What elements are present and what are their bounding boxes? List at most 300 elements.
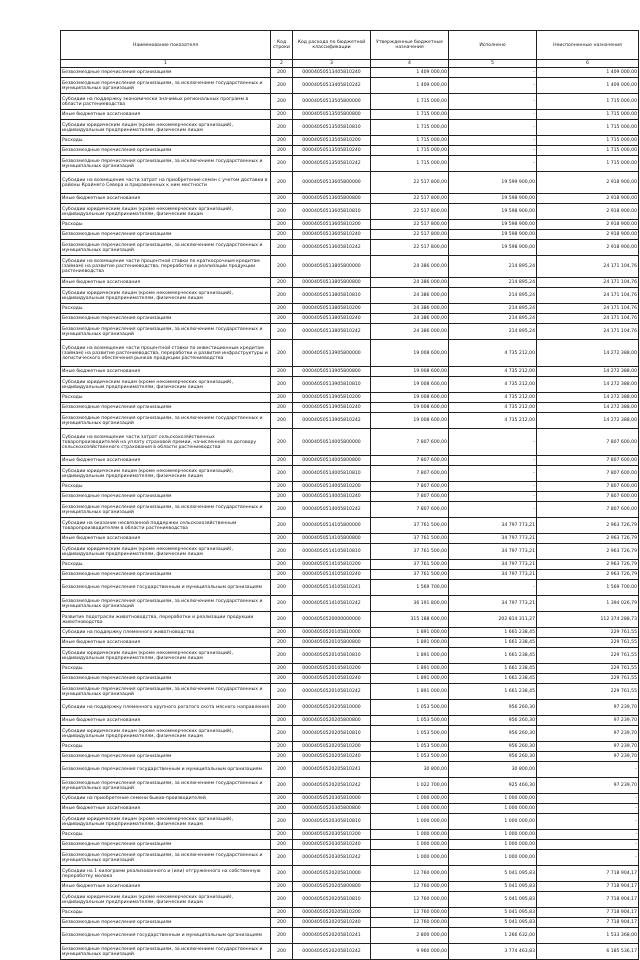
row-classification-code: 00004050513605810242 [293, 240, 371, 256]
row-line-code: 200 [271, 908, 293, 918]
row-executed: 5 041 095,83 [449, 908, 537, 918]
row-line-code: 200 [271, 726, 293, 742]
row-line-code: 200 [271, 638, 293, 648]
row-unexecuted: - [537, 830, 639, 840]
row-line-code: 200 [271, 830, 293, 840]
column-number: 3 [293, 60, 371, 68]
row-line-code: 200 [271, 146, 293, 156]
row-classification-code: 00004050513505810242 [293, 156, 371, 172]
row-line-code: 200 [271, 204, 293, 220]
table-row [61, 288, 639, 304]
row-approved: 1 715 000,00 [371, 156, 449, 172]
row-classification-code: 00004050513905800800 [293, 367, 371, 377]
table-row [61, 482, 639, 492]
row-executed: 4 735 212,00 [449, 377, 537, 393]
row-line-code: 200 [271, 762, 293, 778]
row-line-code: 200 [271, 814, 293, 830]
row-name: Развитие подотрасли животноводства, переработки и реализации продукции животноводства [61, 612, 271, 628]
table-row [61, 674, 639, 684]
table-row [61, 466, 639, 482]
row-executed: 214 895,24 [449, 304, 537, 314]
table-header-row [61, 31, 639, 60]
row-name: Безвозмездные перечисления организациям [61, 146, 271, 156]
row-classification-code: 00004050513905810200 [293, 393, 371, 403]
table-row [61, 492, 639, 502]
row-executed: 1 000 000,00 [449, 804, 537, 814]
row-classification-code: 00004050513805810810 [293, 288, 371, 304]
row-line-code: 200 [271, 230, 293, 240]
row-unexecuted: 1 715 000,00 [537, 156, 639, 172]
row-line-code: 200 [271, 492, 293, 502]
row-unexecuted: 24 171 104,76 [537, 324, 639, 340]
row-line-code: 200 [271, 314, 293, 324]
row-name: Субсидии на возмещение части процентной ставки по краткосрочным кредитам (займам) на развитие растениеводства, переработки и реализации продукции растениеводства [61, 256, 271, 278]
row-executed: 956 260,30 [449, 726, 537, 742]
row-unexecuted: 2 963 726,79 [537, 534, 639, 544]
row-line-code: 200 [271, 560, 293, 570]
row-line-code: 200 [271, 482, 293, 492]
row-line-code: 200 [271, 850, 293, 866]
row-unexecuted: - [537, 814, 639, 830]
row-unexecuted: 24 171 104,76 [537, 256, 639, 278]
row-unexecuted: 1 715 000,00 [537, 136, 639, 146]
row-approved: 12 760 000,00 [371, 918, 449, 928]
row-classification-code: 00004050520105810000 [293, 628, 371, 638]
row-classification-code: 00004050513405810240 [293, 68, 371, 78]
table-row [61, 534, 639, 544]
row-name: Безвозмездные перечисления организациям, за исключением государственных и муниципальных организаций [61, 596, 271, 612]
row-approved: 1 891 000,00 [371, 648, 449, 664]
row-unexecuted: 14 272 388,00 [537, 393, 639, 403]
table-row [61, 78, 639, 94]
row-line-code: 200 [271, 413, 293, 429]
row-approved: 1 022 700,00 [371, 778, 449, 794]
table-row [61, 752, 639, 762]
table-row [61, 778, 639, 794]
table-row [61, 908, 639, 918]
row-classification-code: 00004050513505810240 [293, 146, 371, 156]
row-executed: 34 797 773,21 [449, 596, 537, 612]
row-unexecuted: 1 715 000,00 [537, 110, 639, 120]
row-approved: 1 053 500,00 [371, 700, 449, 716]
row-line-code: 200 [271, 456, 293, 466]
row-approved: 24 386 000,00 [371, 314, 449, 324]
row-approved: 12 760 000,00 [371, 892, 449, 908]
row-unexecuted: 1 715 000,00 [537, 94, 639, 110]
row-line-code: 200 [271, 240, 293, 256]
row-classification-code: 00004050514005800000 [293, 429, 371, 456]
table-row [61, 304, 639, 314]
budget-execution-table [60, 30, 639, 960]
table-row [61, 684, 639, 700]
row-classification-code: 00004050513905800000 [293, 340, 371, 367]
row-classification-code: 00004050520205810810 [293, 892, 371, 908]
row-classification-code: 00004050513605800000 [293, 172, 371, 194]
row-classification-code: 00004050513605810810 [293, 204, 371, 220]
row-name: Субсидии юридическим лицам (кроме некоммерческих организаций), индивидуальным предпринимателям, физическим лицам [61, 120, 271, 136]
table-row [61, 726, 639, 742]
row-approved: 37 761 500,00 [371, 570, 449, 580]
row-name: Субсидии на поддержку экономически значимых региональных программ в области растениеводства [61, 94, 271, 110]
row-line-code: 200 [271, 778, 293, 794]
row-unexecuted: 229 761,55 [537, 664, 639, 674]
row-line-code: 200 [271, 944, 293, 960]
row-executed: 1 661 238,45 [449, 664, 537, 674]
row-line-code: 200 [271, 928, 293, 944]
row-classification-code: 00004050514005810240 [293, 492, 371, 502]
row-executed: 214 895,24 [449, 288, 537, 304]
row-classification-code: 00004050513905810242 [293, 413, 371, 429]
row-unexecuted: 7 807 600,00 [537, 482, 639, 492]
row-unexecuted: 1 409 000,00 [537, 78, 639, 94]
row-unexecuted: 7 807 600,00 [537, 492, 639, 502]
row-unexecuted: 2 963 726,79 [537, 518, 639, 534]
row-approved: 315 188 600,00 [371, 612, 449, 628]
row-classification-code: 00004050513505810200 [293, 136, 371, 146]
row-approved: 1 053 500,00 [371, 742, 449, 752]
row-classification-code: 00004050520205800800 [293, 882, 371, 892]
row-executed: 1 661 238,45 [449, 628, 537, 638]
row-approved: 1 891 000,00 [371, 638, 449, 648]
row-approved: 36 191 800,00 [371, 596, 449, 612]
row-name: Расходы [61, 220, 271, 230]
table-row [61, 314, 639, 324]
table-row [61, 918, 639, 928]
row-executed: 5 041 095,83 [449, 892, 537, 908]
row-name: Иные бюджетные ассигнования [61, 534, 271, 544]
row-executed: - [449, 502, 537, 518]
row-unexecuted: - [537, 804, 639, 814]
row-unexecuted: 2 918 900,00 [537, 204, 639, 220]
row-executed: 4 735 212,00 [449, 340, 537, 367]
row-name: Субсидии юридическим лицам (кроме некоммерческих организаций), индивидуальным предпринимателям, физическим лицам [61, 466, 271, 482]
table-row [61, 110, 639, 120]
row-line-code: 200 [271, 256, 293, 278]
table-row [61, 762, 639, 778]
row-executed: 956 260,30 [449, 742, 537, 752]
row-unexecuted: 14 272 388,00 [537, 367, 639, 377]
row-executed: - [449, 456, 537, 466]
row-classification-code: 00004050513805810200 [293, 304, 371, 314]
row-executed: 1 000 000,00 [449, 814, 537, 830]
row-unexecuted: 229 761,55 [537, 628, 639, 638]
row-name: Субсидии на приобретение семени быков-производителей [61, 794, 271, 804]
header-classification-code: Код расхода по бюджетной классификации [293, 31, 371, 60]
column-number: 5 [449, 60, 537, 68]
row-classification-code: 00004050514105810242 [293, 596, 371, 612]
row-classification-code: 00004050520205810000 [293, 866, 371, 882]
row-executed: - [449, 146, 537, 156]
row-name: Иные бюджетные ассигнования [61, 804, 271, 814]
table-row [61, 850, 639, 866]
row-unexecuted: 1 533 368,00 [537, 928, 639, 944]
row-approved: 1 715 000,00 [371, 120, 449, 136]
row-executed: 214 895,24 [449, 256, 537, 278]
row-name: Субсидии юридическим лицам (кроме некоммерческих организаций), индивидуальным предпринимателям, физическим лицам [61, 892, 271, 908]
row-approved: 7 807 600,00 [371, 492, 449, 502]
row-unexecuted: 14 272 388,00 [537, 403, 639, 413]
row-approved: 24 386 000,00 [371, 256, 449, 278]
row-name: Безвозмездные перечисления организациям, за исключением государственных и муниципальных организаций [61, 240, 271, 256]
row-approved: 1 715 000,00 [371, 110, 449, 120]
row-approved: 24 386 000,00 [371, 304, 449, 314]
row-classification-code: 00004050520105810240 [293, 674, 371, 684]
row-name: Безвозмездные перечисления организациям [61, 492, 271, 502]
row-executed: 1 266 632,00 [449, 928, 537, 944]
row-executed: 1 000 000,00 [449, 850, 537, 866]
table-row [61, 502, 639, 518]
row-name: Безвозмездные перечисления организациям, за исключением государственных и муниципальных организаций [61, 502, 271, 518]
row-line-code: 200 [271, 393, 293, 403]
row-unexecuted: 1 569 700,00 [537, 580, 639, 596]
row-approved: 19 008 600,00 [371, 403, 449, 413]
row-classification-code: 00004050513905810240 [293, 403, 371, 413]
table-row [61, 429, 639, 456]
row-unexecuted: 7 807 600,00 [537, 466, 639, 482]
table-row [61, 560, 639, 570]
row-executed: 19 598 900,00 [449, 230, 537, 240]
table-row [61, 612, 639, 628]
row-name: Иные бюджетные ассигнования [61, 194, 271, 204]
row-name: Безвозмездные перечисления организациям, за исключением государственных и муниципальных организаций [61, 156, 271, 172]
row-name: Расходы [61, 560, 271, 570]
row-name: Расходы [61, 393, 271, 403]
row-line-code: 200 [271, 794, 293, 804]
row-approved: 37 761 500,00 [371, 518, 449, 534]
row-unexecuted: 97 239,70 [537, 742, 639, 752]
table-row [61, 596, 639, 612]
row-name: Безвозмездные перечисления организациям [61, 230, 271, 240]
row-line-code: 200 [271, 288, 293, 304]
row-line-code: 200 [271, 648, 293, 664]
row-executed: 956 260,30 [449, 716, 537, 726]
row-name: Безвозмездные перечисления государственным и муниципальным организациям [61, 928, 271, 944]
row-classification-code: 00004050514105810240 [293, 570, 371, 580]
row-line-code: 200 [271, 502, 293, 518]
row-unexecuted: - [537, 794, 639, 804]
row-classification-code: 00004050513505810810 [293, 120, 371, 136]
table-row [61, 882, 639, 892]
table-row [61, 892, 639, 908]
table-row [61, 628, 639, 638]
row-executed: - [449, 429, 537, 456]
table-body [61, 68, 639, 960]
column-number: 1 [61, 60, 271, 68]
row-unexecuted: 1 394 026,79 [537, 596, 639, 612]
row-name: Иные бюджетные ассигнования [61, 367, 271, 377]
row-classification-code: 00004050514105810810 [293, 544, 371, 560]
row-unexecuted: - [537, 850, 639, 866]
row-name: Субсидии на возмещение части затрат на приобретение семян с учетом доставки в районы Крайнего Севера и приравненных к ним местности [61, 172, 271, 194]
row-approved: 22 517 800,00 [371, 230, 449, 240]
row-approved: 1 000 000,00 [371, 850, 449, 866]
row-unexecuted: 7 718 904,17 [537, 908, 639, 918]
row-executed: 34 797 773,21 [449, 534, 537, 544]
row-classification-code: 00004050513605800800 [293, 194, 371, 204]
row-classification-code: 00004050520105800800 [293, 638, 371, 648]
table-row [61, 256, 639, 278]
row-approved: 1 000 000,00 [371, 794, 449, 804]
row-approved: 22 517 800,00 [371, 204, 449, 220]
row-executed: 214 895,24 [449, 278, 537, 288]
row-executed: 19 598 900,00 [449, 194, 537, 204]
table-row [61, 814, 639, 830]
row-line-code: 200 [271, 752, 293, 762]
row-classification-code: 00004050520305810000 [293, 794, 371, 804]
row-unexecuted: 14 272 388,00 [537, 377, 639, 393]
table-row [61, 230, 639, 240]
row-approved: 19 008 600,00 [371, 393, 449, 403]
row-executed: 34 797 773,21 [449, 544, 537, 560]
table-row [61, 204, 639, 220]
row-approved: 19 008 600,00 [371, 367, 449, 377]
row-classification-code: 00004050514005810200 [293, 482, 371, 492]
row-approved: 22 517 800,00 [371, 194, 449, 204]
row-line-code: 200 [271, 664, 293, 674]
row-name: Расходы [61, 304, 271, 314]
row-classification-code: 00004050520305810242 [293, 850, 371, 866]
row-classification-code: 00004050513805810240 [293, 314, 371, 324]
row-line-code: 200 [271, 674, 293, 684]
row-line-code: 200 [271, 534, 293, 544]
row-line-code: 200 [271, 612, 293, 628]
table-row [61, 146, 639, 156]
table-row [61, 220, 639, 230]
row-name: Безвозмездные перечисления организациям, за исключением государственных и муниципальных организаций [61, 78, 271, 94]
row-unexecuted: 112 374 288,73 [537, 612, 639, 628]
header-name: Наименование показателя [61, 31, 271, 60]
row-approved: 1 715 000,00 [371, 136, 449, 146]
row-classification-code: 00004050513805800000 [293, 256, 371, 278]
row-name: Субсидии юридическим лицам (кроме некоммерческих организаций), индивидуальным предпринимателям, физическим лицам [61, 726, 271, 742]
row-line-code: 200 [271, 172, 293, 194]
column-number: 4 [371, 60, 449, 68]
row-approved: 1 715 000,00 [371, 94, 449, 110]
row-unexecuted: 1 715 000,00 [537, 120, 639, 136]
row-executed: 1 000 000,00 [449, 840, 537, 850]
row-approved: 19 008 600,00 [371, 413, 449, 429]
table-row [61, 172, 639, 194]
row-line-code: 200 [271, 700, 293, 716]
table-row [61, 120, 639, 136]
row-approved: 7 807 600,00 [371, 482, 449, 492]
row-name: Иные бюджетные ассигнования [61, 716, 271, 726]
row-line-code: 200 [271, 429, 293, 456]
row-classification-code: 00004050520105810200 [293, 664, 371, 674]
row-name: Субсидии юридическим лицам (кроме некоммерческих организаций), индивидуальным предпринимателям, физическим лицам [61, 814, 271, 830]
row-approved: 19 008 600,00 [371, 340, 449, 367]
row-name: Расходы [61, 908, 271, 918]
row-unexecuted: 2 918 900,00 [537, 220, 639, 230]
table-row [61, 68, 639, 78]
row-line-code: 200 [271, 120, 293, 136]
row-approved: 12 760 000,00 [371, 866, 449, 882]
row-executed: 1 661 238,45 [449, 674, 537, 684]
row-executed: 214 895,24 [449, 314, 537, 324]
table-row [61, 944, 639, 960]
row-classification-code: 00004050520305810810 [293, 814, 371, 830]
row-classification-code: 00004050520205810810 [293, 726, 371, 742]
row-classification-code: 00004050520205810200 [293, 742, 371, 752]
row-unexecuted: 7 807 600,00 [537, 456, 639, 466]
table-row [61, 518, 639, 534]
row-name: Расходы [61, 742, 271, 752]
row-classification-code: 00004050513405810242 [293, 78, 371, 94]
row-name: Безвозмездные перечисления государственным и муниципальным организациям [61, 580, 271, 596]
row-name: Безвозмездные перечисления организациям [61, 840, 271, 850]
row-classification-code: 00004050514105810200 [293, 560, 371, 570]
row-unexecuted: 14 272 388,00 [537, 340, 639, 367]
table-row [61, 928, 639, 944]
row-unexecuted: 7 807 600,00 [537, 429, 639, 456]
row-approved: 1 891 000,00 [371, 664, 449, 674]
row-unexecuted: 7 718 904,17 [537, 882, 639, 892]
row-approved: 24 386 000,00 [371, 288, 449, 304]
row-line-code: 200 [271, 882, 293, 892]
row-unexecuted: 2 918 900,00 [537, 194, 639, 204]
row-approved: 7 807 600,00 [371, 429, 449, 456]
row-classification-code: 00004050520205800800 [293, 716, 371, 726]
row-executed: 1 000 000,00 [449, 794, 537, 804]
row-name: Безвозмездные перечисления организациям [61, 68, 271, 78]
row-classification-code: 00004050520105810810 [293, 648, 371, 664]
row-executed: - [449, 580, 537, 596]
row-line-code: 200 [271, 110, 293, 120]
row-approved: 22 517 800,00 [371, 172, 449, 194]
row-approved: 1 891 000,00 [371, 628, 449, 638]
row-line-code: 200 [271, 544, 293, 560]
row-unexecuted: 7 718 904,17 [537, 866, 639, 882]
row-line-code: 200 [271, 136, 293, 146]
row-approved: 1 000 000,00 [371, 804, 449, 814]
row-approved: 37 761 500,00 [371, 560, 449, 570]
table-row [61, 136, 639, 146]
row-executed: 1 661 238,45 [449, 684, 537, 700]
row-name: Субсидии на поддержку племенного крупного рогатого скота мясного направления [61, 700, 271, 716]
row-line-code: 200 [271, 304, 293, 314]
row-unexecuted: 2 918 900,00 [537, 230, 639, 240]
row-executed: - [449, 136, 537, 146]
row-classification-code: 00004050514105810241 [293, 580, 371, 596]
row-line-code: 200 [271, 278, 293, 288]
row-classification-code: 00004050520000000000 [293, 612, 371, 628]
row-unexecuted: 97 239,70 [537, 716, 639, 726]
row-name: Безвозмездные перечисления организациям, за исключением государственных и муниципальных организаций [61, 684, 271, 700]
row-name: Безвозмездные перечисления организациям [61, 570, 271, 580]
row-line-code: 200 [271, 367, 293, 377]
row-line-code: 200 [271, 840, 293, 850]
row-executed: 19 598 900,00 [449, 220, 537, 230]
table-row [61, 700, 639, 716]
row-name: Иные бюджетные ассигнования [61, 456, 271, 466]
row-executed: 30 800,00 [449, 762, 537, 778]
row-line-code: 200 [271, 324, 293, 340]
row-unexecuted: - [537, 762, 639, 778]
row-executed: 4 735 212,00 [449, 403, 537, 413]
row-executed: 5 041 095,83 [449, 882, 537, 892]
row-approved: 37 761 500,00 [371, 534, 449, 544]
row-executed: 4 735 212,00 [449, 413, 537, 429]
row-approved: 1 891 000,00 [371, 684, 449, 700]
table-row [61, 377, 639, 393]
row-name: Субсидии юридическим лицам (кроме некоммерческих организаций), индивидуальным предпринимателям, физическим лицам [61, 288, 271, 304]
row-name: Иные бюджетные ассигнования [61, 638, 271, 648]
row-executed: 1 661 238,45 [449, 638, 537, 648]
row-classification-code: 00004050513905810810 [293, 377, 371, 393]
row-approved: 1 569 700,00 [371, 580, 449, 596]
row-unexecuted: 1 715 000,00 [537, 146, 639, 156]
row-unexecuted: 97 239,70 [537, 726, 639, 742]
